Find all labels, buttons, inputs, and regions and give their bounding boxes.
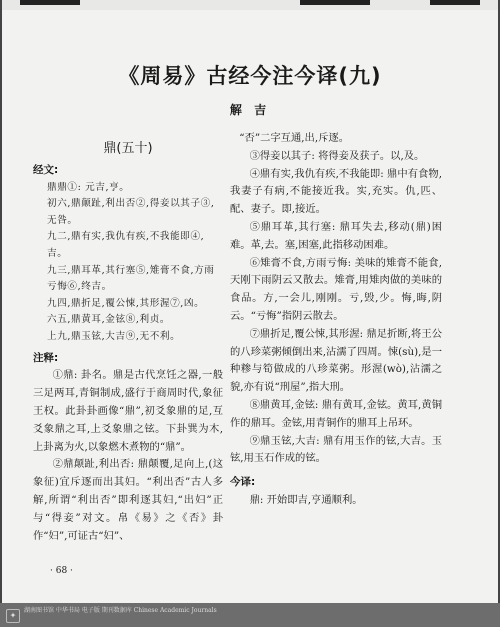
jingwen-block (33, 180, 223, 346)
jingwen-line: 上九,鼎玉铉,大吉⑨,无不利。 (47, 330, 181, 342)
section-heading-jinyi: 今译: (230, 476, 256, 489)
section-heading-jingwen: 经文: (33, 163, 59, 176)
note-paragraph: ④鼎有实,我仇有疾,不我能即: 鼎中有食物,我妻子有病,不能接近我。实,充实。仇,匹、配、妻子。即,接近。 (230, 167, 442, 216)
jingwen-line: 六五,鼎黄耳,金铉⑧,利贞。 (47, 314, 171, 326)
note-paragraph: ①鼎: 卦名。鼎是古代烹饪之器,一般三足两耳,青铜制成,盛行于商周时代,象征王权。此卦卦画像“鼎”,初爻象鼎的足,互爻象鼎之耳,上爻象鼎之铉。下卦巽为木,上卦离为火,以象燃木煮物的“鼎”。 (33, 369, 223, 453)
note-paragraph: ③得妾以其子: 将得妾及获子。以,及。 (249, 149, 425, 162)
note-paragraph: ⑨鼎玉铉,大吉: 鼎有用玉作的铉,大吉。玉铉,用玉石作成的铉。 (230, 434, 442, 465)
article-title: 《周易》古经今注今译(九) (118, 64, 382, 88)
top-edge-band (0, 0, 500, 10)
note-paragraph: “否”二字互通,出,斥逐。 (239, 132, 350, 144)
note-paragraph: ⑦鼎折足,覆公悚,其形渥: 鼎足折断,将王公的八珍菜粥倾倒出来,沾濡了四周。悚(sù),是一种糁与筍做成的八珍菜粥。形渥(wò),沾濡之貌,亦有说“刑屋”,指大刑。 (230, 327, 442, 394)
header-mark (430, 0, 480, 5)
jingwen-line: 九二,鼎有实,我仇有疾,不我能即④,吉。 (47, 231, 205, 259)
jingwen-line: 初六,鼎颠趾,利出否②,得妾以其子③,无咎。 (47, 198, 215, 226)
note-paragraph: ⑤鼎耳革,其行塞: 鼎耳失去,移动(鼎)困难。革,去。塞,困塞,此指移动困难。 (230, 220, 442, 251)
watermark-bar (0, 603, 500, 627)
jingwen-line: 九三,鼎耳革,其行塞⑤,雉膏不食,方雨亏悔⑥,终吉。 (47, 264, 215, 293)
note-paragraph: ⑧鼎黄耳,金铉: 鼎有黄耳,金铉。黄耳,黄铜作的鼎耳。金铉,用青铜作的鼎耳上吊环。 (230, 398, 442, 429)
right-column (230, 130, 442, 510)
note-paragraph: ⑥雉膏不食,方雨亏悔: 美味的雉膏不能食,天刚下雨阴云又散去。雉膏,用雉肉做的美味的食品。方,一会儿,刚刚。亏,毁,少。悔,晦,阴云。“亏悔”指阴云散去。 (230, 256, 442, 322)
page-border-left (0, 0, 2, 627)
note-paragraph: ②鼎颠趾,利出否: 鼎颠覆,足向上,(这象征)宜斥逐而出其妇。“利出否”古人多解,所谓“利出否”即利逐其妇,“出妇”正与“得妾”对文。帛《易》之《否》卦作“妇”,可证古“妇”、 (33, 458, 223, 542)
article-author: 解 吉 (229, 103, 271, 117)
jingwen-line: 九四,鼎折足,覆公悚,其形渥⑦,凶。 (47, 297, 205, 309)
section-heading-zhushi: 注释: (33, 351, 59, 364)
watermark-text: 湖南图书馆 中华书局 电子版 期刊数据库 Chinese Academic Journals (24, 607, 217, 614)
header-mark (20, 0, 80, 5)
jingwen-line: 鼎鼎①: 元吉,亨。 (47, 181, 130, 193)
hexagram-heading: 鼎(五十) (103, 141, 153, 156)
library-logo-icon: ✦ (6, 609, 20, 623)
left-column (33, 140, 223, 545)
page-number: · 68 · (50, 566, 73, 576)
header-mark (300, 0, 370, 5)
translation-paragraph: 鼎: 开始即吉,亨通顺利。 (249, 493, 363, 506)
